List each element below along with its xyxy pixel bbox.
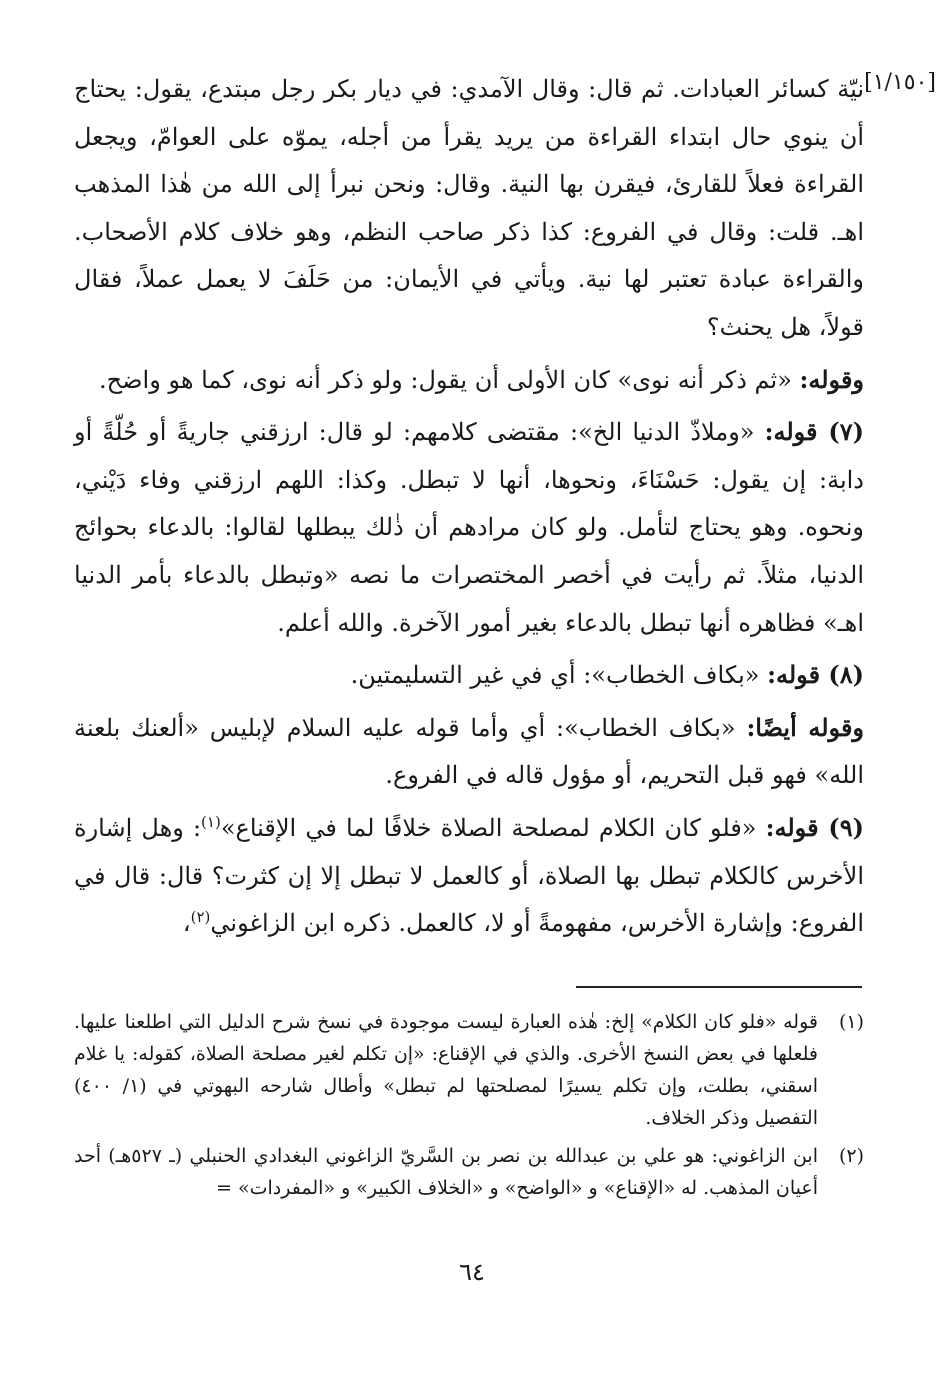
footnote-2-text: ابن الزاغوني: هو علي بن عبدالله بن نصر بن السَّريّ الزاغوني البغدادي الحنبلي (ـ ٥٢٧هـ) أحد أعيان المذهب. له «الإقناع» و «الواضح» و «الخلاف الكبير» و «المفردات» = — [74, 1145, 818, 1199]
footnote-ref-2[interactable]: (٢) — [190, 908, 211, 927]
margin-reference: [١/١٥٠] — [864, 70, 936, 95]
paragraph-1 — [74, 66, 864, 352]
paragraph-6-end: ، — [182, 909, 191, 938]
paragraph-5 — [74, 704, 864, 800]
paragraph-6 — [74, 804, 864, 948]
paragraph-6-text: «فلو كان الكلام لمصلحة الصلاة خلافًا لما في الإقناع» — [220, 813, 766, 842]
paragraph-3 — [74, 408, 864, 647]
paragraph-2-text: «ثم ذكر أنه نوى» كان الأولى أن يقول: ولو ذكر أنه نوى، كما هو واضح. — [99, 365, 800, 394]
paragraph-2 — [74, 356, 864, 405]
paragraph-6-tail: : وهل إشارة الأخرس كالكلام تبطل بها الصلاة، أو كالعمل لا تبطل إلا إن كثرت؟ قال: قال في الفروع: وإشارة الأخرس، مفهومةً أو لا، كالعمل. ذكره ابن الزاغوني — [74, 813, 864, 938]
paragraph-2-lead: وقوله: — [799, 364, 864, 394]
footnote-ref-1[interactable]: (١) — [201, 812, 221, 831]
footnote-1-text: قوله «فلو كان الكلام» إلخ: هٰذه العبارة ليست موجودة في نسخ شرح الدليل التي اطلعنا عليها. فلعلها في بعض النسخ الأخرى. والذي في الإقناع: «إن تكلم لغير مصلحة الصلاة، كقوله: يا غلام اسقني، بطلت، وإن تكلم يسيرًا لمصلحتها لم تبطل» وأطال شارحه البهوتي في (١/ ٤٠٠) التفصيل وذكر الخلاف. — [74, 1011, 818, 1129]
paragraph-4-lead: (٨) قوله: — [767, 660, 864, 690]
paragraph-3-lead: (٧) قوله: — [764, 417, 864, 447]
paragraph-3-text: «وملاذّ الدنيا الخ»: مقتضى كلامهم: لو قال: ارزقني جاريةً أو حُلّةً أو دابة: إن يقول: حَسْنَاءَ، ونحوها، أنها لا تبطل. وكذا: اللهم ارزقني وفاء دَيْني، ونحوه. وهو يحتاج لتأمل. ولو كان مرادهم أن ذٰلك يبطلها لقالوا: بالدعاء بحوائج الدنيا، مثلاً. ثم رأيت في أخصر المختصرات ما نصه «وتبطل بالدعاء بأمر الدنيا اهـ» فظاهره أنها تبطل بالدعاء بغير أمور الآخرة. والله أعلم. — [74, 418, 864, 637]
paragraph-5-lead: وقوله أيضًا: — [746, 712, 865, 742]
page-number: ٦٤ — [459, 1258, 485, 1286]
paragraph-1-text: نيّة كسائر العبادات. ثم قال: وقال الآمدي: في ديار بكر رجل مبتدع، يقول: يحتاج أن ينوي حال ابتداء القراءة من يريد يقرأ من أجله، يموّه على العوامّ، ويجعل القراءة فعلاً للقارئ، فيقرن بها النية. وقال: ونحن نبرأ إلى الله من هٰذا المذهب اهـ. قلت: وقال في الفروع: كذا ذكر صاحب النظم، وهو خلاف كلام الأصحاب. والقراءة عبادة تعتبر لها نية. ويأتي في الأيمان: من حَلَفَ لا يعمل عملاً، فقال قولاً، هل يحنث؟ — [74, 75, 864, 341]
footnotes — [74, 1006, 864, 1210]
paragraph-4 — [74, 651, 864, 700]
footnote-divider — [576, 986, 862, 988]
main-text — [74, 66, 864, 952]
footnote-2 — [74, 1140, 864, 1204]
paragraph-4-text: «بكاف الخطاب»: أي في غير التسليمتين. — [350, 661, 768, 690]
paragraph-5-text: «بكاف الخطاب»: أي وأما قوله عليه السلام لإبليس «ألعنك بلعنة الله» فهو قبل التحريم، أو مؤول قاله في الفروع. — [74, 713, 864, 790]
footnote-2-number: (٢) — [838, 1145, 864, 1167]
footnote-1 — [74, 1006, 864, 1134]
footnote-1-number: (١) — [838, 1011, 864, 1033]
paragraph-6-lead: (٩) قوله: — [765, 812, 865, 842]
